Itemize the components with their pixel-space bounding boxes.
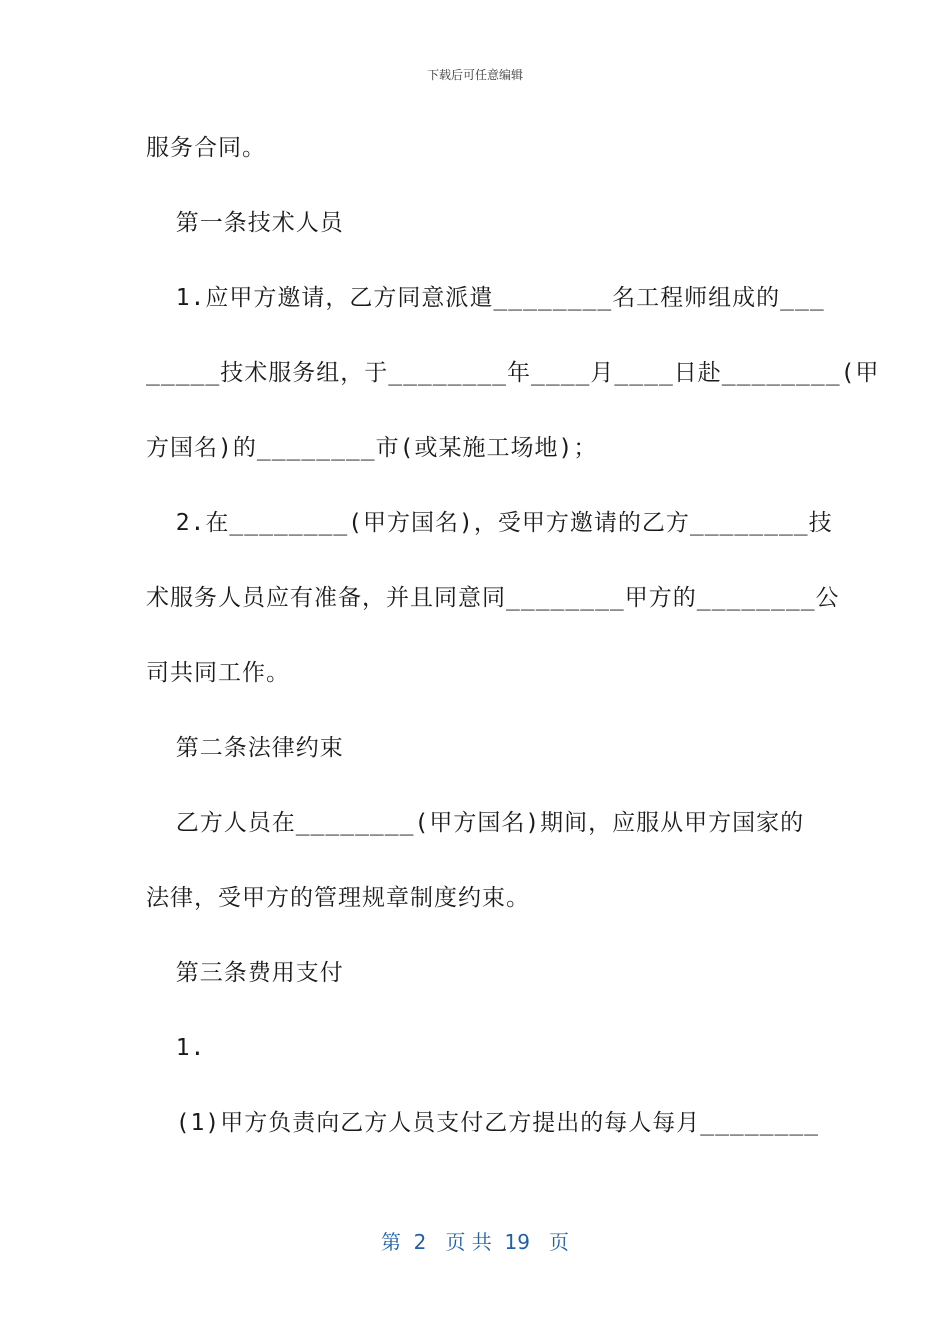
text-line: 1.应甲方邀请，乙方同意派遣________名工程师组成的___ (146, 285, 825, 311)
text-line: 方国名)的________市(或某施工场地)； (146, 435, 598, 461)
text-line: (1)甲方负责向乙方人员支付乙方提出的每人每月________ (146, 1110, 820, 1136)
text-line: _____技术服务组，于________年____月____日赴________(甲 (146, 360, 880, 386)
header-note: 下载后可任意编辑 (426, 68, 523, 82)
text-line: 1. (146, 1035, 206, 1061)
text-line: 第二条法律约束 (146, 735, 344, 761)
document-body (146, 128, 880, 1178)
text-line: 第一条技术人员 (146, 210, 344, 236)
text-line: 2.在________(甲方国名)，受甲方邀请的乙方________技 (146, 510, 833, 536)
text-line: 服务合同。 (146, 135, 266, 161)
text-line: 第三条费用支付 (146, 960, 344, 986)
text-line: 术服务人员应有准备，并且同意同________甲方的________公 (146, 585, 840, 611)
text-line: 司共同工作。 (146, 660, 290, 686)
text-line: 乙方人员在________(甲方国名)期间，应服从甲方国家的 (146, 810, 805, 836)
text-line: 法律，受甲方的管理规章制度约束。 (146, 885, 530, 911)
page-number: 第 2 页 共 19 页 (380, 1230, 570, 1254)
